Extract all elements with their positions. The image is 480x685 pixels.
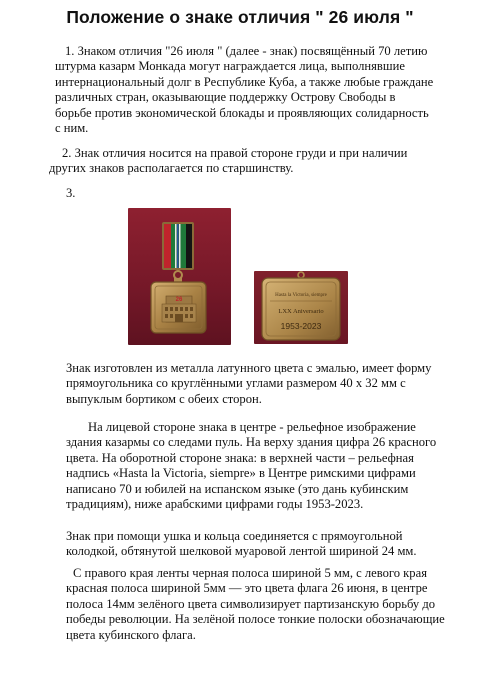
ring [174, 271, 182, 279]
paragraph-material: Знак изготовлен из металла латунного цвета с эмалью, имеет форму прямоугольника со круглёнными углами размером 40 х 32 мм с выпуклым бортиком с обеих сторон. [66, 361, 432, 406]
medal-back-photo [254, 271, 348, 344]
document-title: Положение о знаке отличия " 26 июля " [66, 7, 414, 27]
medal-number: 26 [175, 297, 183, 303]
paragraph-attachment: Знак при помощи ушка и кольца соединяется с прямоугольной колодкой, обтянутой шелковой муаровой лентой шириной 24 мм. [66, 529, 417, 559]
medal-anniversary: LXX Aniversario [278, 308, 324, 315]
medal-front-photo [128, 208, 231, 345]
medal-back-illustration [254, 271, 348, 344]
paragraph-description: На лицевой стороне знака в центре - рельефное изображение здания казармы со следами пуль. На верху здания цифра 26 красного цвета. На оборотной стороне знака: в верхней части – рельефная надпись «Hasta la Victoria, siempre» в Центре римскими цифрами написано 70 и юбилей на испанском языке (это дань кубинским традициям), ниже арабскими цифрами годы 1953-2023. [66, 420, 437, 512]
ribbon-red-stripe [164, 224, 171, 268]
medal-front-illustration [128, 208, 231, 345]
medal-years: 1953-2023 [280, 321, 322, 331]
paragraph-ribbon: С правого края ленты черная полоса шириной 5 мм, с левого края красная полоса шириной 5мм — это цвета флага 26 июня, в центре полоса 14мм зелёного цвета символизирует партизанскую борьбу до победы революции. На зелёной полосе тонкие полоски обозначающие цвета кубинского флага. [66, 566, 445, 642]
paragraph-3-number: 3. [66, 186, 76, 200]
medal-inscription: Hasta la Victoria, siempre [275, 293, 327, 298]
ribbon-black-stripe [186, 224, 192, 268]
paragraph-2: 2. Знак отличия носится на правой стороне груди и при наличии других знаков располагается по старшинству. [49, 146, 408, 176]
paragraph-1: 1. Знаком отличия "26 июля " (далее - знак) посвящённый 70 летию штурма казарм Монкада могут награждается лица, выполнявшие интернациональный долг в Республике Куба, а также любые граждане различных стран, оказывающие поддержку Острову Свободы в борьбе против экономической блокады и проявляющих солидарность с ним. [55, 44, 434, 136]
